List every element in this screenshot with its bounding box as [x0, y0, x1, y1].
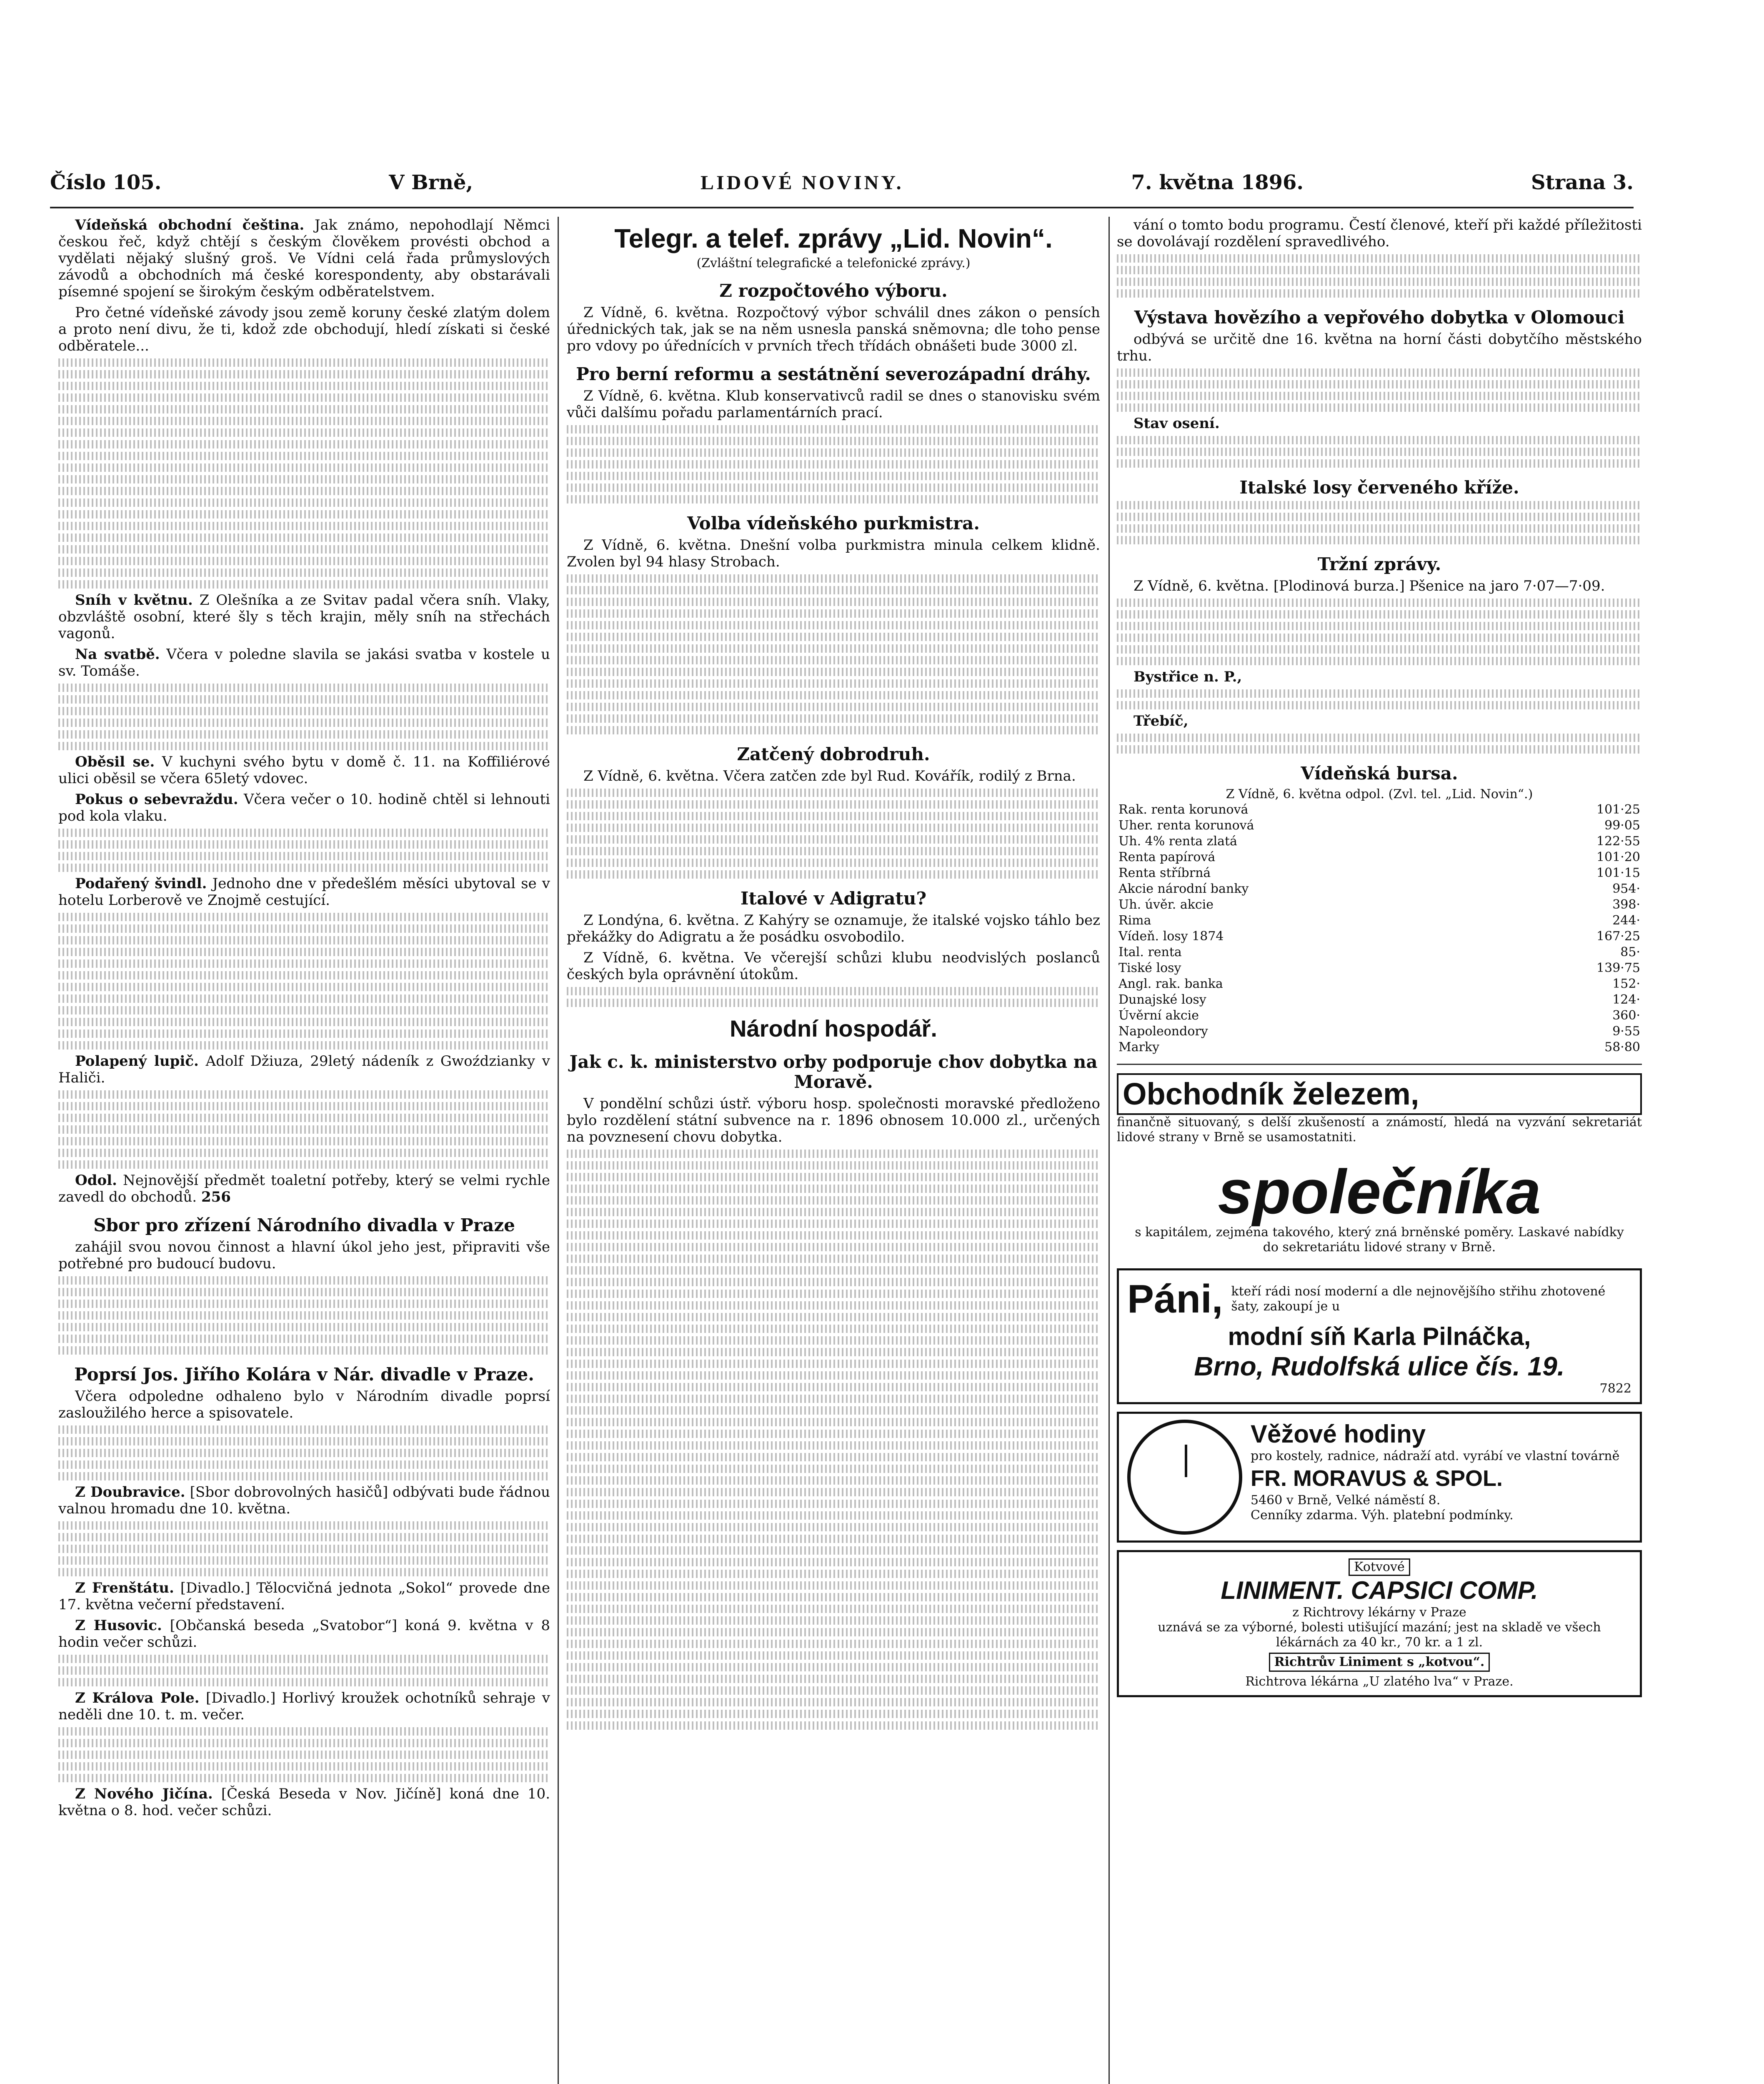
article-title: Z Králova Pole. [75, 1690, 200, 1706]
ad-title: Obchodník železem, [1117, 1073, 1642, 1115]
article-text: Adolf Džiuza, 29letý nádeník z Gwoździanky v Haliči. [58, 1053, 550, 1086]
bourse-price: 360· [1612, 1008, 1640, 1023]
ad-text: pro kostely, radnice, nádraží atd. vyrábí ve vlastní továrně [1251, 1449, 1620, 1463]
ad-address: v Brně, Velké náměstí 8. [1286, 1493, 1441, 1508]
bourse-price: 101·25 [1596, 802, 1640, 817]
bourse-price: 122·55 [1596, 834, 1640, 849]
ad-headline: Věžové hodiny [1251, 1420, 1426, 1448]
bourse-security: Vídeň. losy 1874 [1118, 929, 1224, 944]
article-text: vání o tomto bodu programu. Čestí členové, kteří při každé příležitosti se dovolávají rozdělení spravedlivého. [1117, 217, 1642, 250]
ad-number: 7822 [1599, 1381, 1631, 1396]
article-text: [Česká Beseda v Nov. Jičíně] koná dne 10. května o 8. hod. večer schůzi. [58, 1786, 550, 1819]
ad-text: Richtrova lékárna „U zlatého lva“ v Praze. [1245, 1674, 1514, 1689]
bourse-price: 101·15 [1596, 866, 1640, 880]
article-text: V kuchyni svého bytu v domě č. 11. na Koffiliérové ulici oběsil se včera 65letý vdovec. [58, 754, 550, 787]
ad-company: FR. MORAVUS & SPOL. [1251, 1466, 1503, 1491]
article-text: Z Vídně, 6. května. Dnešní volba purkmistra minula celkem klidně. Zvolen byl 94 hlasy Strobach. [567, 537, 1100, 570]
article-text: zahájil svou novou činnost a hlavní úkol jeho jest, připraviti vše potřebné pro budoucí budovu. [58, 1239, 550, 1272]
article-title: Oběsil se. [75, 754, 155, 770]
bourse-security: Marky [1118, 1040, 1160, 1055]
bourse-price: 954· [1612, 882, 1640, 896]
bourse-price: 139·75 [1596, 961, 1640, 975]
article-title: Z rozpočtového výboru. [719, 281, 948, 301]
ad-liniment [1117, 1550, 1642, 1697]
bourse-security: Ital. renta [1118, 945, 1182, 959]
ad-headline: společníka [1218, 1157, 1541, 1227]
column-divider [1108, 217, 1110, 2084]
article-text: Nejnovější předmět toaletní potřeby, který se velmi rychle zavedl do obchodů. [58, 1172, 550, 1205]
article-title: Italské losy červeného kříže. [1239, 477, 1519, 498]
article-title: Volba vídeňského purkmistra. [687, 513, 980, 534]
article-title: Odol. [75, 1172, 117, 1189]
ad-shop: modní síň Karla Pilnáčka, [1228, 1323, 1531, 1350]
article-text: Pro četné vídeňské závody jsou země koruny české zlatým dolem a proto není divu, že ti, kdož zde obchodují, hledí získati si české odběratele... [58, 304, 550, 354]
bourse-price: 398· [1612, 897, 1640, 912]
bourse-security: Angl. rak. banka [1118, 977, 1223, 991]
article-title: Pro berní reformu a sestátnění severozápadní dráhy. [576, 364, 1091, 384]
article-title: Z Frenštátu. [75, 1580, 174, 1596]
bourse-price: 9·55 [1612, 1024, 1640, 1039]
section-title: Telegr. a telef. zprávy „Lid. Novin“. [614, 223, 1053, 253]
bourse-security: Uh. úvěr. akcie [1118, 897, 1214, 912]
article-text: Z Vídně, 6. května. Rozpočtový výbor schválil dnes zákon o pensích úřednických tak, jak se na něm usnesla panská sněmovna; dle toho pense pro vdovy po úřednících v prvních třech třídách obnášeti bude 3000 zl. [567, 304, 1100, 354]
article-text: Z Vídně, 6. května. [Plodinová burza.] Pšenice na jaro 7·07—7·09. [1133, 578, 1605, 594]
bourse-security: Rak. renta korunová [1118, 802, 1249, 817]
bourse-security: Akcie národní banky [1118, 882, 1249, 896]
page-header [50, 171, 1634, 200]
article-text: [Divadlo.] Horlivý kroužek ochotníků sehraje v neděli dne 10. t. m. večer. [58, 1690, 550, 1723]
bourse-security: Renta papírová [1118, 850, 1216, 864]
bourse-row [1117, 897, 1642, 913]
article-text: [Divadlo.] Tělocvičná jednota „Sokol“ provede dne 17. května večerní představení. [58, 1580, 550, 1613]
issue-number: Číslo 105. [50, 171, 162, 194]
section-title: Národní hospodář. [730, 1015, 937, 1042]
ad-number: 5460 [1251, 1493, 1283, 1508]
column-2 [567, 217, 1100, 2084]
article-title: Z Husovic. [75, 1617, 162, 1634]
bourse-row [1117, 1039, 1642, 1055]
article-text: Včera večer o 10. hodině chtěl si lehnouti pod kola vlaku. [58, 791, 550, 824]
article-text: Z Londýna, 6. května. Z Kahýry se oznamuje, že italské vojsko táhlo bez překážky do Adigratu a že posádku osvobodilo. [567, 912, 1100, 945]
bourse-price: 124· [1612, 992, 1640, 1007]
bourse-security: Napoleondory [1118, 1024, 1208, 1039]
article-title: Třebíč, [1133, 713, 1189, 729]
article-text: [Občanská beseda „Svatobor“] koná 9. května v 8 hodin večer schůzi. [58, 1617, 550, 1651]
header-rule [50, 207, 1634, 208]
bourse-security: Tiské losy [1118, 961, 1181, 975]
ad-text: kteří rádi nosí moderní a dle nejnovějšího střihu zhotovené šaty, zakoupí je u [1231, 1284, 1606, 1314]
ad-product: Richtrův Liniment s „kotvou“. [1269, 1653, 1490, 1672]
article-title: Podařený švindl. [75, 875, 207, 892]
bourse-row [1117, 818, 1642, 834]
page-number: Strana 3. [1531, 171, 1634, 194]
article-title: Polapený lupič. [75, 1053, 199, 1070]
bourse-row [1117, 865, 1642, 881]
article-subtitle: Z Vídně, 6. května odpol. (Zvl. tel. „Lid. Novin“.) [1226, 787, 1533, 802]
ad-address: Brno, Rudolfská ulice čís. 19. [1194, 1351, 1565, 1381]
article-text: [Sbor dobrovolných hasičů] odbývati bude řádnou valnou hromadu dne 10. května. [58, 1484, 550, 1517]
bourse-security: Uh. 4% renta zlatá [1118, 834, 1237, 849]
ad-number: 256 [201, 1189, 231, 1205]
article-title: Sníh v květnu. [75, 592, 193, 609]
bourse-row [1117, 929, 1642, 944]
article-text: Z Vídně, 6. května. Ve včerejší schůzi klubu neodvislých poslanců českých byla oprávnění útokům. [567, 949, 1100, 983]
column-divider [558, 217, 559, 2084]
column-1 [58, 217, 550, 2084]
bourse-price: 244· [1612, 913, 1640, 928]
bourse-row [1117, 944, 1642, 960]
article-title: Na svatbě. [75, 646, 160, 663]
bourse-row [1117, 881, 1642, 897]
article-text: Včera v poledne slavila se jakási svatba v kostele u sv. Tomáše. [58, 646, 550, 679]
place: V Brně, [389, 171, 473, 194]
bourse-row [1117, 1008, 1642, 1024]
article-title: Výstava hovězího a vepřového dobytka v Olomouci [1134, 307, 1625, 328]
ad-text: Cenníky zdarma. Výh. platební podmínky. [1251, 1508, 1514, 1523]
article-title: Italové v Adigratu? [740, 888, 927, 909]
article-title: Z Nového Jičína. [75, 1786, 213, 1802]
article-title: Poprsí Jos. Jiřího Kolára v Nár. divadle v Praze. [74, 1364, 534, 1385]
article-text: Včera odpoledne odhaleno bylo v Národním divadle poprsí zasloužilého herce a spisovatele. [58, 1388, 550, 1421]
bourse-row [1117, 976, 1642, 992]
masthead: LIDOVÉ NOVINY. [700, 172, 904, 194]
ad-partner [1117, 1152, 1642, 1261]
article-title: Zatčený dobrodruh. [737, 744, 930, 764]
bourse-price: 167·25 [1596, 929, 1640, 944]
article-title: Vídeňská bursa. [1301, 763, 1458, 784]
bourse-row [1117, 1024, 1642, 1039]
bourse-row [1117, 913, 1642, 929]
ad-text: s kapitálem, zejména takového, který zná brněnské poměry. Laskavé nabídky do sekretariátu lidové strany v Brně. [1135, 1225, 1624, 1255]
bourse-security: Rima [1118, 913, 1151, 928]
article-title: Sbor pro zřízení Národního divadla v Praze [93, 1215, 515, 1235]
section-subtitle: (Zvláštní telegrafické a telefonické zprávy.) [696, 256, 971, 271]
bourse-row [1117, 992, 1642, 1008]
bourse-security: Renta stříbrná [1118, 866, 1211, 880]
article-title: Bystřice n. P., [1133, 669, 1242, 685]
bourse-security: Úvěrní akcie [1118, 1008, 1199, 1023]
ad-clocks [1117, 1412, 1642, 1543]
bourse-row [1117, 834, 1642, 849]
article-title: Tržní zprávy. [1317, 554, 1441, 574]
bourse-price: 58·80 [1604, 1040, 1640, 1055]
article-text: Jak známo, nepohodlají Němci českou řeč, když chtějí s českým člověkem provésti obchod a vydělati nějaký slušný groš. Ve Vídni celá řada průmyslových závodů a obchodních má české korespondenty, aby obstarávali písemné spojení se širokým českým odběratelstvem. [58, 217, 550, 300]
ad-headline: LINIMENT. CAPSICI COMP. [1221, 1576, 1538, 1604]
bourse-security: Uher. renta korunová [1118, 818, 1254, 833]
clock-icon [1127, 1420, 1242, 1535]
anchor-label: Kotvové [1349, 1558, 1410, 1576]
bourse-price: 99·05 [1604, 818, 1640, 833]
issue-date: 7. května 1896. [1131, 171, 1304, 194]
article-title: Jak c. k. ministerstvo orby podporuje chov dobytka na Moravě. [569, 1052, 1098, 1092]
article-text: Z Vídně, 6. května. Klub konservativců radil se dnes o stanovisku svém vůči dalšímu pořadu parlamentárních prací. [567, 388, 1100, 421]
article-text: Z Vídně, 6. května. Včera zatčen zde byl Rud. Kovářík, rodilý z Brna. [583, 768, 1076, 784]
bourse-security: Dunajské losy [1118, 992, 1206, 1007]
bourse-row [1117, 960, 1642, 976]
article-title: Vídeňská obchodní čeština. [75, 217, 305, 233]
article-text: Jednoho dne v předešlém měsíci ubytoval se v hotelu Lorberově ve Znojmě cestující. [58, 875, 550, 909]
ad-text: z Richtrovy lékárny v Praze [1292, 1605, 1466, 1620]
article-title: Z Doubravice. [75, 1484, 185, 1500]
ad-tailor [1117, 1268, 1642, 1404]
article-text: Z Olešníka a ze Svitav padal včera sníh. Vlaky, obzvláště osobní, které šly s těch krajin, měly sníh na střechách vagonů. [58, 592, 550, 642]
article-title: Pokus o sebevraždu. [75, 791, 238, 808]
bourse-row [1117, 802, 1642, 818]
article-title: Stav osení. [1133, 415, 1220, 432]
bourse-table [1117, 802, 1642, 1055]
bourse-price: 152· [1612, 977, 1640, 991]
article-text: V pondělní schůzi ústř. výboru hosp. společnosti moravské předloženo bylo rozdělení státní subvence na r. 1896 obnosem 10.000 zl., určených na povznesení chovu dobytka. [567, 1095, 1100, 1145]
bourse-price: 85· [1620, 945, 1640, 959]
ad-text: finančně situovaný, s delší zkušeností a známostí, hledá na vyzvání sekretariát lidové strany v Brně se usamostatniti. [1117, 1115, 1642, 1145]
article-text: odbývá se určitě dne 16. května na horní části dobytčího městského trhu. [1117, 331, 1642, 364]
bourse-price: 101·20 [1596, 850, 1640, 864]
column-3 [1117, 217, 1642, 2084]
bourse-row [1117, 849, 1642, 865]
ad-text: uznává se za výborné, bolesti utišující mazání; jest na skladě ve všech lékárnách za 40 kr., 70 kr. a 1 zl. [1158, 1620, 1601, 1650]
ad-headline: Páni, [1127, 1277, 1223, 1321]
